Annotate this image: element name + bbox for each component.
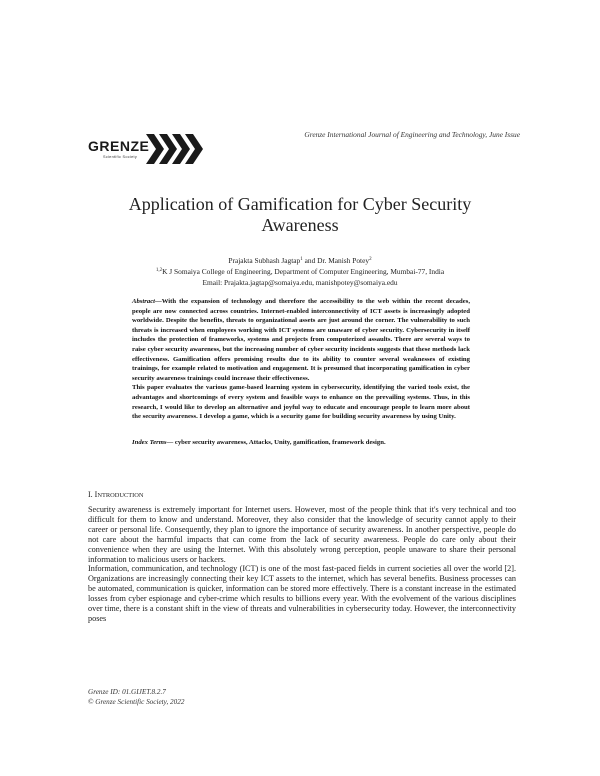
grenze-id: Grenze ID: 01.GIJET.8.2.7: [88, 688, 166, 696]
author-line: [0, 256, 600, 265]
abstract-paragraph-2: This paper evaluates the various game-based learning system in cybersecurity, identifying the varied tools exist, the advantages and shortcomings of every system and feasible ways to enhance on the prevailing systems. Thus, in this research, I would like to develop an alternative and joyful way to educate and encourage people to learn more about the security awareness. I develop a game, which is a security game for building security awareness by using Unity.: [132, 384, 470, 421]
affiliation: [0, 267, 600, 276]
index-terms-text: — cyber security awareness, Attacks, Unity, gamification, framework design.: [166, 439, 386, 446]
author-1: Prajakta Subhash Jagtap: [228, 256, 301, 265]
chevron-arrows-icon: [146, 132, 204, 166]
section-number: I. I: [88, 490, 98, 499]
affiliation-text: K J Somaiya College of Engineering, Department of Computer Engineering, Mumbai-77, India: [162, 267, 445, 276]
logo-text: GRENZE: [88, 138, 150, 154]
abstract-paragraph-1: —With the expansion of technology and therefore the accessibility to the web within the recent decades, people are now connected across countries. Internet-enabled interconnectivity of ICT assets is increasingly adopted worldwide. Despite the benefits, threats to organizational assets are just around the corner. The vulnerability to such threats is increased when employees working with ICT systems are unaware of cyber security. Cybersecurity in itself includes the protection of frameworks, systems and projects from computerized assaults. There are several ways to raise cyber security awareness, but the increasing number of cyber security incidents suggests that these methods lack effectiveness. Gamification offers promising results due to its ability to counter several weaknesses of existing trainings, for example related to motivation and engagement. It is presumed that incorporating gamification in cyber security awareness trainings could increase their effectiveness.: [132, 298, 470, 382]
body-paragraph-1: Security awareness is extremely important for Internet users. However, most of the people think that it's very technical and too difficult for them to know and understand. Moreover, they also consider that the knowledge of security cannot apply to their career or personal life. Consequently, they plan to ignore the importance of security awareness. In another perspective, people do not care about the harmful impacts that can come from the lack of security awareness. People do care only about their convenience when they are using the Internet. With this absolutely wrong perception, people unaware to share their personal information to malicious users or hackers.: [88, 505, 516, 564]
author-2-sup: 2: [369, 257, 372, 262]
author-conj: and: [302, 256, 318, 265]
paper-title: [0, 194, 600, 236]
body-paragraph-2: Information, communication, and technology (ICT) is one of the most fast-paced fields in current societies all over the world [2]. Organizations are increasingly connecting their key ICT assets to the internet, which has several benefits. Business processes can be automated, communication is quicker, information can be stored more effectively. There is a constant increase in the estimated losses from cyber espionage and cyber-crime which results to billions every year. With the evolvement of the various disciplines over time, there is a constant shift in the view of threats and vulnerabilities in cybersecurity today. However, the interconnectivity poses: [88, 564, 516, 623]
logo-subtext: Scientific Society: [103, 155, 138, 159]
copyright: © Grenze Scientific Society, 2022: [88, 697, 185, 706]
body-text: [88, 505, 516, 624]
section-name: NTRODUCTION: [97, 492, 144, 499]
author-2: Dr. Manish Potey: [317, 256, 370, 265]
abstract-label: Abstract: [132, 298, 156, 305]
author-1-sup: 1: [300, 257, 303, 262]
section-heading-introduction: [88, 490, 143, 499]
abstract: [132, 297, 470, 422]
index-terms-label: Index Terms: [132, 439, 167, 446]
paper-title-line2: Awareness: [261, 215, 339, 235]
affiliation-sup: 1,2: [155, 268, 163, 273]
index-terms: [132, 439, 470, 446]
paper-title-line1: Application of Gamification for Cyber Security: [128, 194, 472, 214]
journal-header: Grenze International Journal of Engineering and Technology, June Issue: [304, 130, 520, 139]
author-emails: Email: Prajakta.jagtap@somaiya.edu, manishpotey@somaiya.edu: [202, 278, 398, 287]
grenze-logo: [88, 130, 198, 170]
page-footer: [88, 688, 184, 707]
